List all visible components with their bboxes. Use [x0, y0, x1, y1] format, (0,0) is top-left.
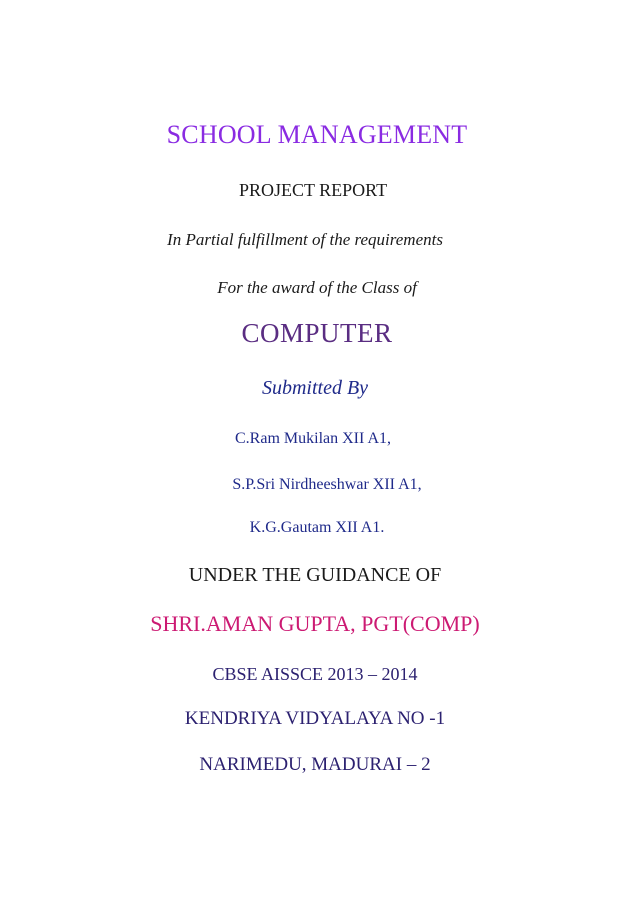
student-name: S.P.Sri Nirdheeshwar XII A1, [232, 476, 422, 493]
school-name: KENDRIYA VIDYALAYA NO -1 [184, 708, 446, 729]
student-name: C.Ram Mukilan XII A1, [235, 430, 391, 447]
report-title: SCHOOL MANAGEMENT [166, 120, 468, 149]
school-city: NARIMEDU, MADURAI – 2 [199, 754, 431, 775]
guide-name: SHRI.AMAN GUPTA, PGT(COMP) [150, 611, 480, 636]
submitted-by-heading: Submitted By [261, 377, 369, 399]
report-subtitle: PROJECT REPORT [238, 180, 388, 200]
guidance-label: UNDER THE GUIDANCE OF [188, 564, 442, 586]
student-name: K.G.Gautam XII A1. [249, 519, 385, 536]
award-line: For the award of the Class of [217, 278, 417, 297]
partial-fulfillment-line: In Partial fulfillment of the requirements [167, 230, 443, 249]
exam-line: CBSE AISSCE 2013 – 2014 [212, 664, 418, 684]
class-name: COMPUTER [241, 318, 393, 348]
